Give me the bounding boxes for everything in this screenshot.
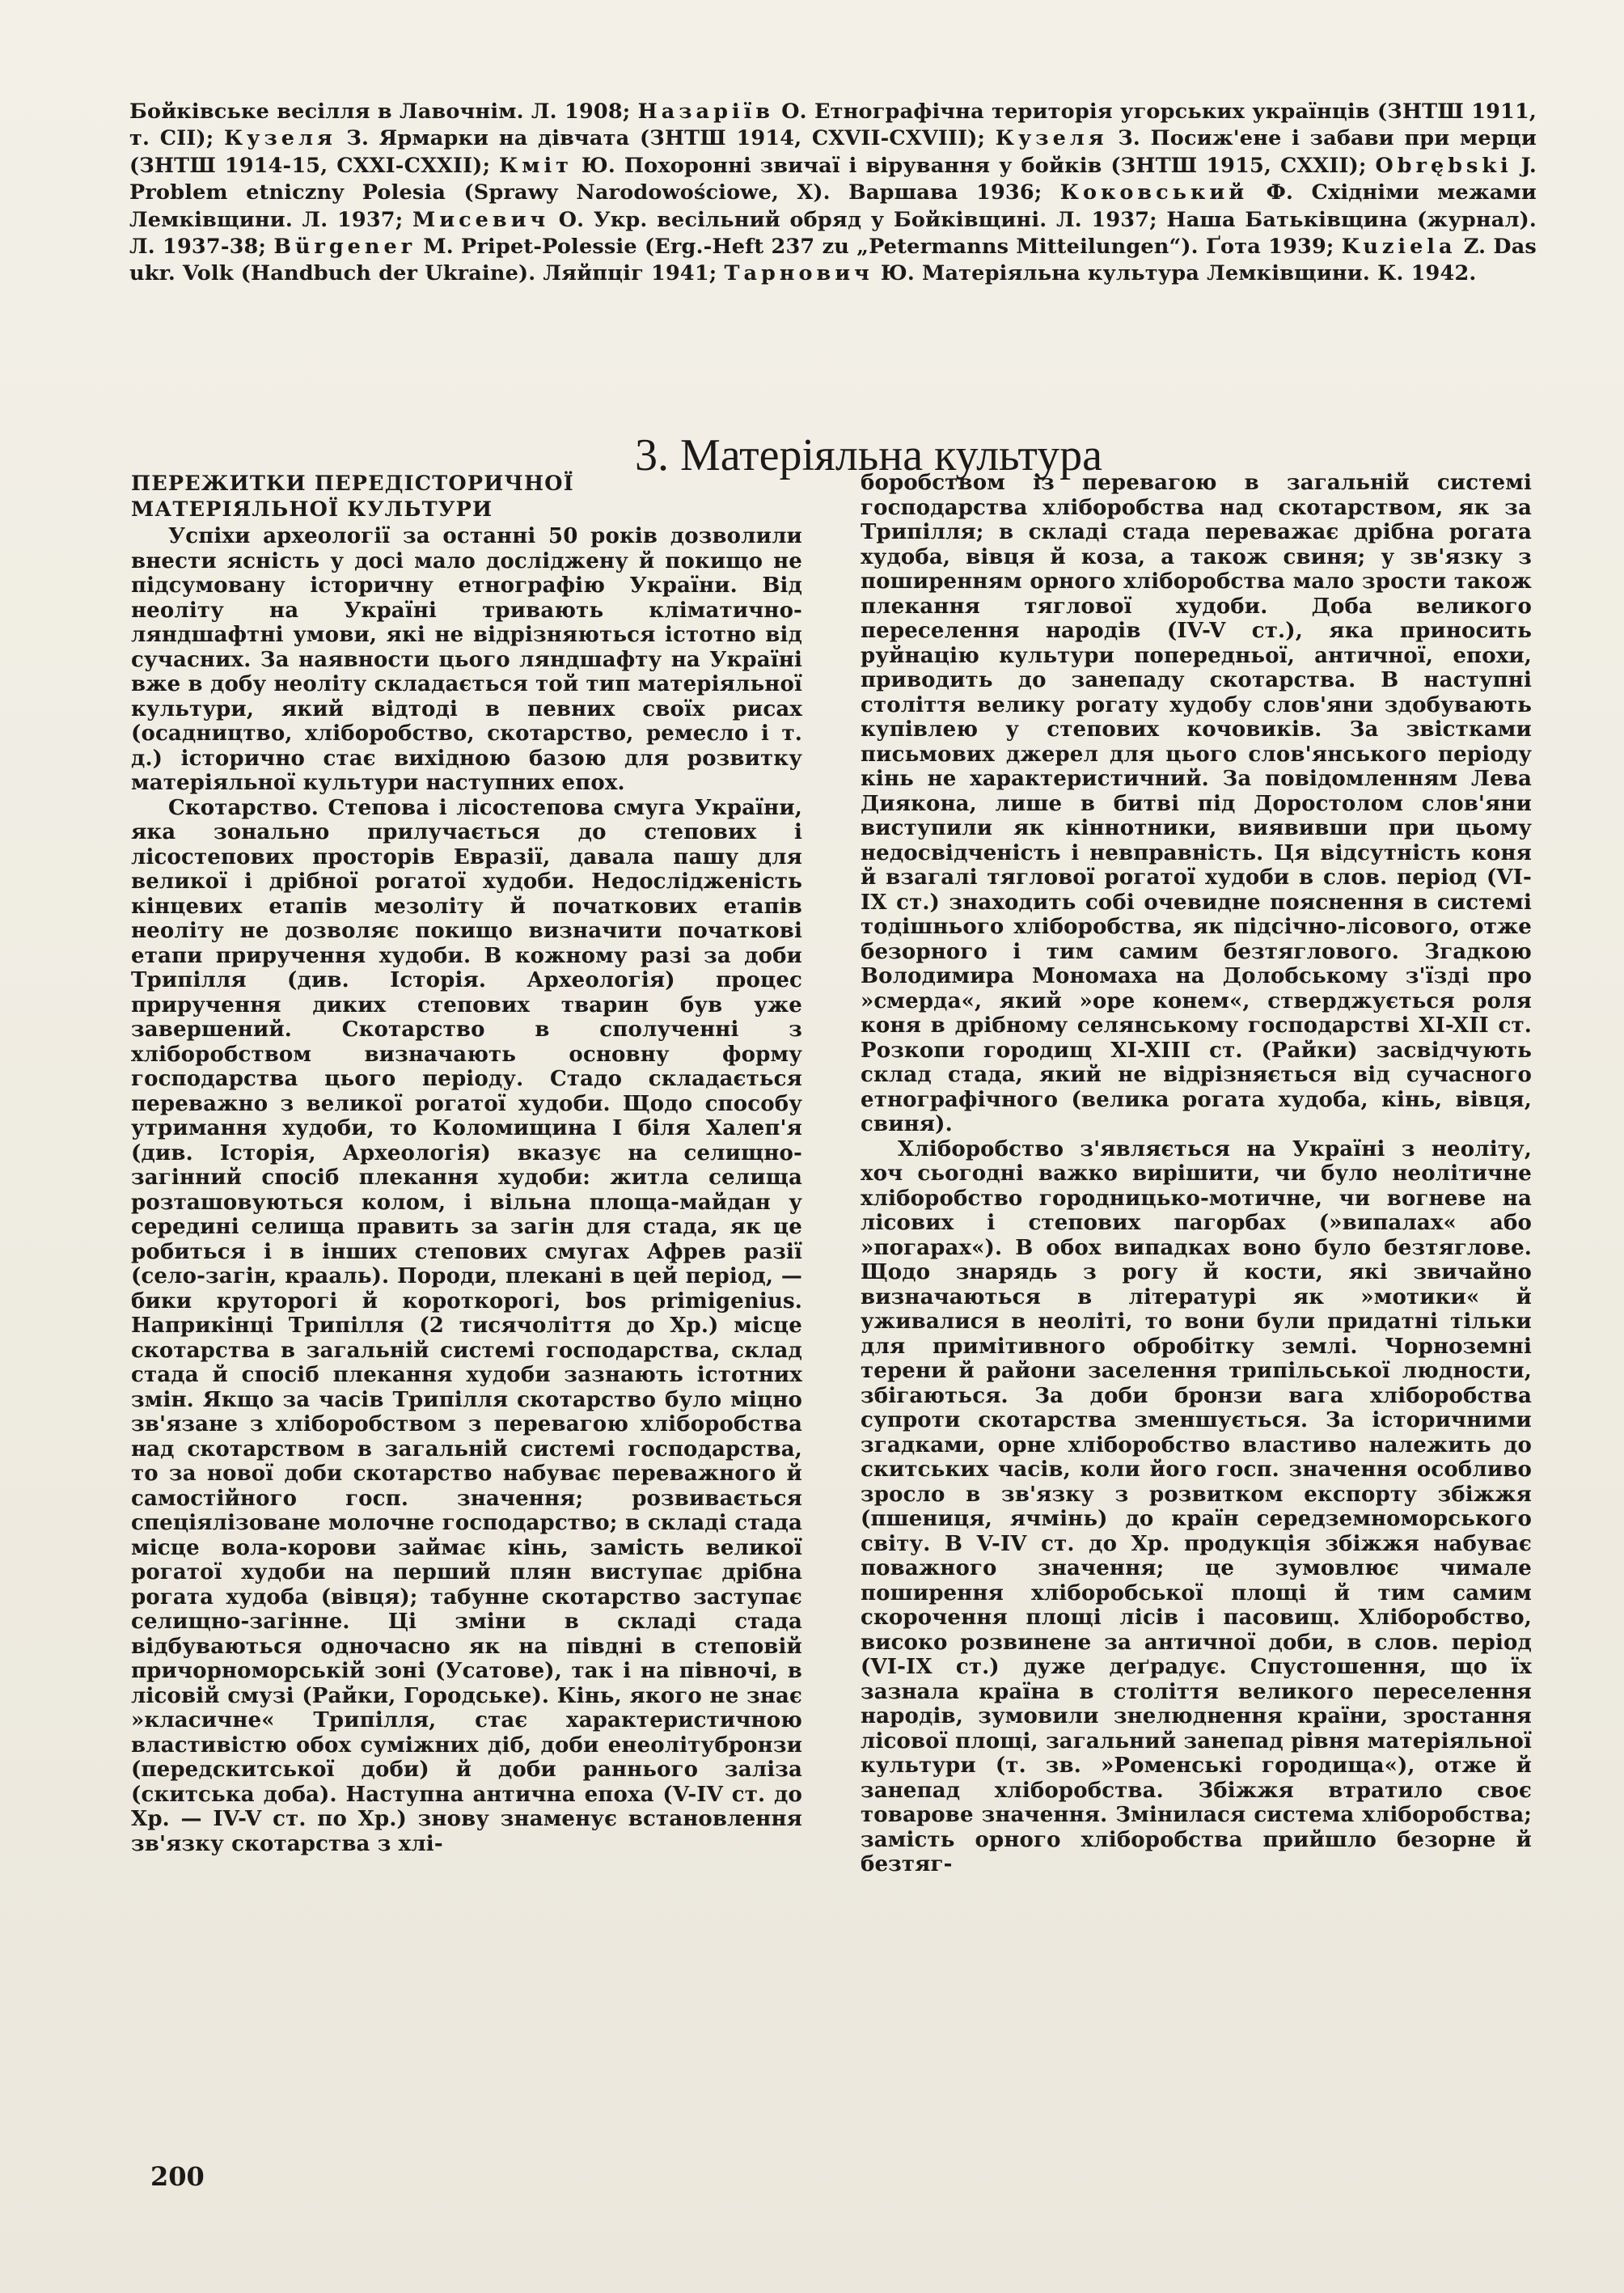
- bibliography-text: Ф. Східніми межами Лемківщини. Л. 1937;: [129, 180, 1537, 232]
- paragraph: [861, 1137, 1532, 1877]
- paragraph-text: з'являється на Україні з неоліту, хоч сьогодні важко вирішити, чи було неолітичне хліборобство городницько-мотичне, чи вогневе на лісових і степових пагорбах (»випалах« або »погарах«). В обох випадках воно було безтяглове. Щодо знарядь з рогу й кости, які звичайно визначаються в літературі як »мотики« й уживалися в неоліті, то вони були придатні тільки для примітивного обробітку землі. Чорноземні терени й райони заселення трипільської людности, збігаються. За доби бронзи вага хліборобства супроти скотарства зменшується. За історичними згадками, орне хліборобство властиво належить до скитських часів, коли його госп. значення особливо зросло в зв'язку з розвитком експорту збіжжя (пшениця, ячмінь) до країн середземноморського світу. В V-IV ст. до Хр. продукція збіжжя набуває поважного значення; це зумовлює чимале поширення хліборобської площі й тим самим скорочення площі лісів і пасовищ. Хліборобство, високо розвинене за античної доби, в слов. період (VI-IX ст.) дуже деґрадує. Спустошення, що їх зазнала країна в століття великого переселення народів, зумовили знелюднення країни, зростання лісової площі, загальний занепад рівня матеріяльної культури (т. зв. »Роменські городища«), отже й занепад хліборобства. Збіжжя втратило своє товарове значення. Змінилася система хліборобства; замість орного хліборобства прийшло безорне й безтяг-: [861, 1136, 1532, 1876]
- bibliography-block: [129, 99, 1537, 288]
- author-name: Кузеля: [223, 126, 336, 151]
- bibliography-text: З. Ярмарки на дівчата (ЗНТШ 1914, CXVII-CXVIII);: [336, 126, 996, 151]
- run-in-heading: Скотарство.: [168, 795, 319, 820]
- author-name: Назарiїв: [637, 99, 774, 124]
- bibliography-text: Ю. Похоронні звичаї і вірування у бойків (ЗНТШ 1915, CXXII);: [572, 153, 1376, 178]
- bibliography-text: О. Етнографічна територія угорських українців (ЗНТШ 1911, т. СІІ);: [129, 99, 1537, 151]
- paragraph: [131, 524, 802, 796]
- paragraph-text: Успіхи археології за останні 50 років дозволили внести ясність у досі мало досліджену й покищо не підсумовану історичну етнографію України. Від неоліту на Україні тривають кліматично-ляндшафтні умови, які не відрізняються істотно від сучасних. За наявности цього ляндшафту на Україні вже в добу неоліту складається той тип матеріяльної культури, який відтоді в певних своїх рисах (осадництво, хліборобство, скотарство, ремесло і т. д.) історично стає вихідною базою для розвитку матеріяльної культури наступних епох.: [131, 524, 802, 795]
- right-paragraphs: [861, 471, 1532, 1877]
- heading-line: МАТЕРІЯЛЬНОЇ КУЛЬТУРИ: [131, 497, 493, 522]
- subsection-heading: [131, 471, 802, 522]
- author-name: Bürgener: [273, 235, 417, 260]
- section-title: 3. Матеріяльна культура: [634, 429, 1103, 480]
- author-name: Кузеля: [995, 126, 1108, 151]
- author-name: Obrębski: [1375, 153, 1512, 178]
- left-paragraphs: [131, 524, 802, 1856]
- page-number: 200: [150, 2161, 205, 2192]
- bibliography-text: З. Посиж'ене і забави при мерци (ЗНТШ 1914-15, CXXI-CXXII);: [129, 126, 1537, 178]
- right-column: [861, 471, 1532, 1877]
- bibliography-text: Ю. Матеріяльна культура Лемківщини. К. 1942.: [873, 261, 1477, 286]
- author-name: Kuziela: [1341, 235, 1457, 260]
- run-in-heading: Хліборобство: [898, 1136, 1064, 1161]
- left-column: [131, 471, 802, 1856]
- paragraph-text: Степова і лісостепова смуга України, яка зонально прилучається до степових і лісостепових просторів Евразії, давала пашу для великої і дрібної рогатої худоби. Недослідженість кінцевих етапів мезоліту й початкових етапів неоліту не дозволяє покищо визначити початкові етапи приручення худоби. В кожному разі за доби Трипілля (див. Історія. Археологія) процес приручення диких степових тварин був уже завершений. Скотарство в сполученні з хліборобством визначають основну форму господарства цього періоду. Стадо складається переважно з великої рогатої худоби. Щодо способу утримання худоби, то Коломищина І біля Халеп'я (див. Історія, Археологія) вказує на селищно-загінний спосіб плекання худоби: житла селища розташовуються колом, і вільна площа-майдан у середині селища править за загін для стада, як це робиться і в інших степових смугах Афрев разії (село-загін, крааль). Породи, плекані в цей період, — бики круторогі й короткорогі, bos primigenius. Наприкінці Трипілля (2 тисячоліття до Хр.) місце скотарства в загальній системі господарства, склад стада й спосіб плекання худоби зазнають істотних змін. Якщо за часів Трипілля скотарство було міцно зв'язане з хліборобством з перевагою хліборобства над скотарством в загальній системі господарства, то за нової доби скотарство набуває переважного й самостійного госп. значення; розвивається спеціялізоване молочне господарство; в складі стада місце вола-корови займає кінь, замість великої рогатої худоби на перший плян виступає дрібна рогата худоба (вівця); табунне скотарство заступає селищно-загінне. Ці зміни в складі стада відбуваються одночасно як на півдні в степовій причорноморській зоні (Усатове), так і на півночі, в лісовій смузі (Райки, Городське). Кінь, якого не знає »класичне« Трипілля, стає характеристичною властивістю обох суміжних діб, доби енеолітубронзи (передскитської доби) й доби раннього заліза (скитська доба). Наступна антична епоха (V-IV ст. до Хр. — IV-V ст. по Хр.) знову знаменує встановлення зв'язку скотарства з хлі-: [131, 795, 802, 1856]
- author-name: Кміт: [499, 153, 573, 178]
- bibliography-text: M. Pripet-Polessie (Erg.-Heft 237 zu „Petermanns Mitteilungen“). Ґота 1939;: [416, 235, 1342, 260]
- author-name: Тарнович: [724, 261, 873, 286]
- paragraph-text: боробством із перевагою в загальній системі господарства хліборобства над скотарством, як за Трипілля; в складі стада переважає дрібна рогата худоба, вівця й коза, а також свиня; у зв'язку з поширенням орного хліборобства мало зрости також плекання тяглової худоби. Доба великого переселення народів (IV-V ст.), яка приносить руйнацію культури попередньої, античної, епохи, приводить до занепаду скотарства. В наступні століття велику рогату худобу слов'яни здобувають купівлею у степових кочовиків. За звістками письмових джерел для цього слов'янського періоду кінь не характеристичний. За повідомленням Лева Диякона, лише в битві під Доростолом слов'яни виступили як кіннотники, виявивши при цьому недосвідченість і невправність. Ця відсутність коня й взагалі тяглової рогатої худоби в слов. період (VI-IX ст.) знаходить собі очевидне пояснення в системі тодішнього хліборобства, як підсічно-лісового, отже безорного і тим самим безтяглового. Згадкою Володимира Мономаха на Долобському з'їзді про »смерда«, який »оре конем«, стверджується роля коня в дрібному селянському господарстві XI-XII ст. Розкопи городищ XI-XIII ст. (Райки) засвідчують склад стада, який не відрізняється від сучасного етнографічного (велика рогата худоба, кінь, вівця, свиня).: [861, 471, 1532, 1136]
- bibliography-text: О. Укр. весільний обряд у Бойківщині. Л. 1937; Наша Батьківщина (журнал). Л. 1937-38;: [129, 207, 1537, 260]
- bibliography-text: Z. Das ukr. Volk (Handbuch der Ukraine). Ляйпціг 1941;: [129, 235, 1537, 286]
- paragraph: [131, 796, 802, 1857]
- paragraph: [861, 471, 1532, 1137]
- bibliography-text: Бойківське весілля в Лавочнім. Л. 1908;: [129, 99, 638, 124]
- bibliography-text: J. Problem etniczny Polesia (Sprawy Narodowościowe, X). Варшава 1936;: [129, 153, 1537, 205]
- author-name: Коковський: [1059, 180, 1249, 205]
- author-name: Мисевич: [412, 207, 550, 232]
- heading-line: ПЕРЕЖИТКИ ПЕРЕДІСТОРИЧНОЇ: [131, 472, 574, 496]
